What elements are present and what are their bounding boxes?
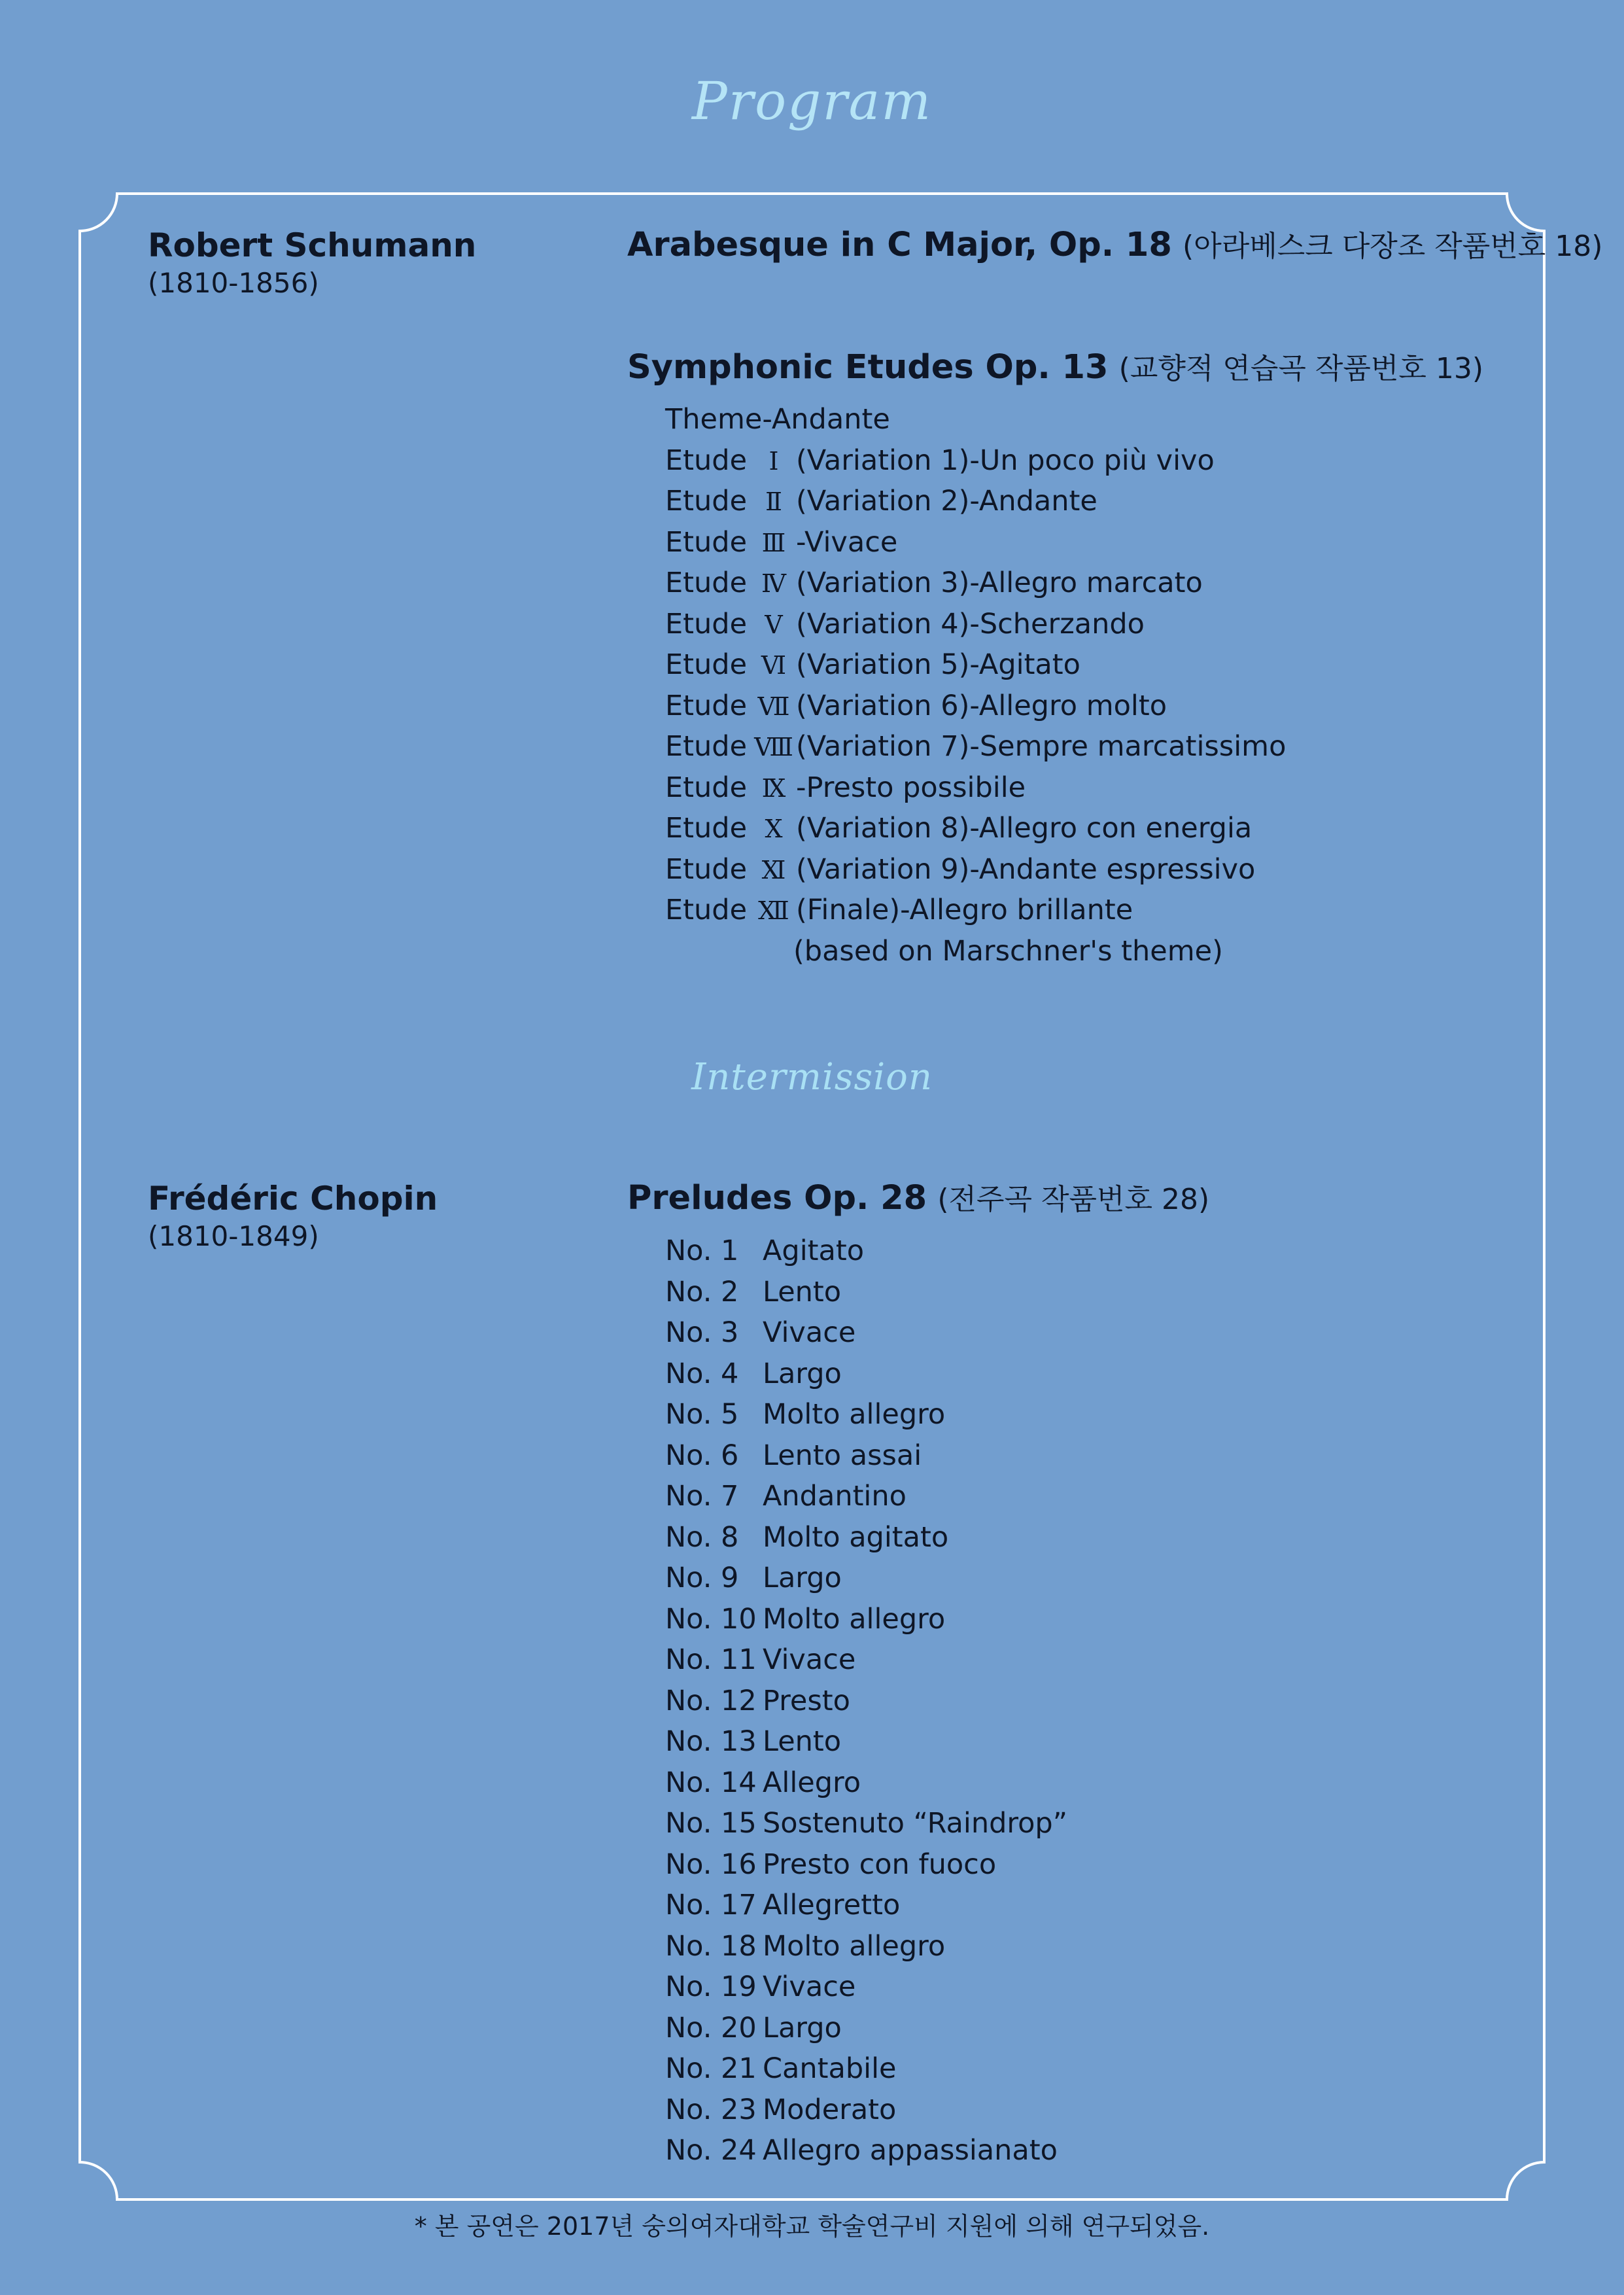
prelude-item (665, 1476, 1067, 1517)
etude-item (665, 481, 1286, 522)
prelude-number: No. 15 (665, 1807, 757, 1840)
work-korean-title: (교향적 연습곡 작품번호 13) (1118, 352, 1483, 385)
footnote: * 본 공연은 2017년 숭의여자대학교 학술연구비 지원에 의해 연구되었음. (414, 2212, 1210, 2241)
etude-description: (Variation 9)-Andante espressivo (796, 852, 1256, 886)
prelude-item (665, 2130, 1067, 2171)
etude-item (665, 686, 1286, 727)
etude-theme: Theme-Andante (665, 403, 890, 436)
prelude-number: No. 17 (665, 1889, 757, 1921)
prelude-tempo: Largo (763, 1357, 842, 1390)
etude-description: (Variation 7)-Sempre marcatissimo (796, 730, 1287, 763)
etude-description: (Variation 1)-Un poco più vivo (796, 444, 1215, 477)
intermission-label: Intermission (691, 1056, 933, 1098)
prelude-number: No. 11 (665, 1643, 757, 1676)
prelude-tempo: Allegretto (763, 1889, 901, 1921)
prelude-item (665, 1435, 1067, 1477)
prelude-tempo: Largo (763, 1562, 842, 1594)
prelude-tempo: Lento (763, 1275, 842, 1308)
etude-label: Etude (665, 689, 748, 722)
work-title: Symphonic Etudes Op. 13 (627, 348, 1109, 387)
composer-name: Frédéric Chopin (148, 1180, 438, 1218)
prelude-number: No. 13 (665, 1725, 757, 1758)
etude-finale-note: (based on Marschner's theme) (793, 934, 1223, 968)
prelude-number: No. 21 (665, 2052, 757, 2085)
etude-label: Etude (665, 812, 748, 845)
prelude-item (665, 1844, 1067, 1885)
work-korean-title: (아라베스크 다장조 작품번호 18) (1183, 230, 1603, 263)
etude-label: Etude (665, 894, 748, 926)
prelude-tempo: Vivace (763, 1316, 856, 1349)
etude-label: Etude (665, 485, 748, 517)
prelude-list (665, 1231, 1067, 2171)
prelude-number: No. 9 (665, 1562, 739, 1594)
prelude-item (665, 1803, 1067, 1844)
etude-number: Ⅸ (761, 773, 786, 803)
etude-label: Etude (665, 852, 748, 886)
prelude-tempo: Molto allegro (763, 1398, 946, 1431)
prelude-number: No. 20 (665, 2011, 757, 2044)
prelude-number: No. 14 (665, 1766, 757, 1799)
etude-description: (Variation 6)-Allegro molto (796, 689, 1167, 722)
etude-number: Ⅵ (761, 651, 787, 680)
etude-number: Ⅴ (765, 610, 783, 639)
prelude-item (665, 1926, 1067, 1967)
etude-item (665, 522, 1286, 563)
prelude-tempo: Presto con fuoco (763, 1848, 997, 1881)
prelude-tempo: Presto (763, 1684, 850, 1717)
prelude-item (665, 1312, 1067, 1354)
prelude-item (665, 1354, 1067, 1395)
etude-list (665, 399, 1286, 972)
work-title: Arabesque in C Major, Op. 18 (627, 226, 1172, 264)
etude-description: (Variation 2)-Andante (796, 485, 1097, 517)
etude-item (665, 767, 1286, 809)
prelude-tempo: Molto allegro (763, 1929, 946, 1963)
prelude-tempo: Lento (763, 1725, 842, 1758)
prelude-item (665, 1558, 1067, 1599)
etude-number: Ⅻ (758, 896, 789, 925)
composer-dates: (1810-1849) (148, 1220, 319, 1252)
prelude-number: No. 1 (665, 1235, 739, 1267)
etude-description: -Presto possibile (796, 771, 1026, 804)
prelude-item (665, 1681, 1067, 1722)
etude-description: (Variation 3)-Allegro marcato (796, 567, 1203, 599)
prelude-item (665, 1762, 1067, 1804)
prelude-tempo: Sostenuto “Raindrop” (763, 1807, 1068, 1840)
etude-item (665, 563, 1286, 604)
etude-label: Etude (665, 444, 748, 477)
prelude-number: No. 7 (665, 1480, 739, 1513)
prelude-tempo: Molto allegro (763, 1602, 946, 1636)
composer-chopin (148, 1179, 438, 1255)
etude-description: (Variation 4)-Scherzando (796, 607, 1145, 640)
composer-name: Robert Schumann (148, 226, 477, 264)
etude-item (665, 726, 1286, 767)
prelude-tempo: Lento assai (763, 1439, 922, 1472)
prelude-number: No. 6 (665, 1439, 739, 1472)
etude-number: Ⅷ (754, 733, 793, 762)
work-korean-title: (전주곡 작품번호 28) (937, 1183, 1210, 1216)
etude-number: Ⅲ (761, 528, 786, 557)
prelude-number: No. 23 (665, 2093, 757, 2126)
etude-item (665, 890, 1286, 931)
etude-number: Ⅹ (765, 815, 783, 843)
prelude-number: No. 19 (665, 1971, 757, 2003)
prelude-number: No. 4 (665, 1357, 739, 1390)
etude-number: Ⅺ (761, 855, 786, 885)
prelude-number: No. 5 (665, 1398, 739, 1431)
prelude-tempo: Largo (763, 2011, 842, 2044)
prelude-number: No. 18 (665, 1929, 757, 1963)
etude-item (665, 604, 1286, 645)
prelude-item (665, 1272, 1067, 1313)
prelude-item (665, 1517, 1067, 1558)
etude-number: Ⅶ (757, 692, 790, 721)
etude-label: Etude (665, 648, 748, 681)
prelude-tempo: Cantabile (763, 2052, 897, 2085)
prelude-item (665, 1967, 1067, 2008)
prelude-number: No. 24 (665, 2134, 757, 2167)
prelude-number: No. 8 (665, 1520, 739, 1554)
prelude-tempo: Agitato (763, 1235, 865, 1267)
prelude-tempo: Vivace (763, 1971, 856, 2003)
composer-schumann (148, 226, 476, 302)
prelude-tempo: Moderato (763, 2093, 897, 2126)
etude-label: Etude (665, 730, 748, 763)
etude-item (665, 644, 1286, 686)
prelude-tempo: Allegro (763, 1766, 861, 1799)
prelude-tempo: Andantino (763, 1480, 907, 1513)
prelude-number: No. 10 (665, 1602, 757, 1636)
etude-item (665, 808, 1286, 849)
work-preludes (627, 1179, 1209, 1219)
work-symphonic-etudes (627, 348, 1483, 389)
etude-number: Ⅰ (769, 446, 779, 476)
prelude-tempo: Vivace (763, 1643, 856, 1676)
etude-label: Etude (665, 525, 748, 559)
prelude-tempo: Molto agitato (763, 1520, 949, 1554)
prelude-item (665, 1231, 1067, 1272)
etude-number: Ⅳ (761, 569, 786, 598)
etude-description: (Variation 5)-Agitato (796, 648, 1080, 681)
prelude-item (665, 1885, 1067, 1926)
work-title: Preludes Op. 28 (627, 1179, 927, 1218)
prelude-item (665, 2090, 1067, 2131)
etude-item (665, 440, 1286, 482)
prelude-item (665, 1721, 1067, 1762)
prelude-number: No. 12 (665, 1684, 757, 1717)
program-title: Program (691, 71, 933, 131)
prelude-number: No. 2 (665, 1275, 739, 1308)
etude-description: (Finale)-Allegro brillante (796, 894, 1133, 926)
etude-label: Etude (665, 567, 748, 599)
prelude-item (665, 1394, 1067, 1435)
prelude-item (665, 2048, 1067, 2090)
etude-label: Etude (665, 771, 748, 804)
etude-number: Ⅱ (765, 487, 782, 516)
etude-item (665, 849, 1286, 890)
etude-label: Etude (665, 607, 748, 640)
prelude-tempo: Allegro appassianato (763, 2134, 1058, 2167)
prelude-item (665, 2008, 1067, 2049)
prelude-number: No. 3 (665, 1316, 739, 1349)
prelude-item (665, 1599, 1067, 1640)
work-arabesque (627, 226, 1602, 266)
prelude-item (665, 1639, 1067, 1681)
prelude-number: No. 16 (665, 1848, 757, 1881)
etude-description: (Variation 8)-Allegro con energia (796, 812, 1253, 845)
etude-description: -Vivace (796, 525, 898, 559)
composer-dates: (1810-1856) (148, 267, 319, 299)
